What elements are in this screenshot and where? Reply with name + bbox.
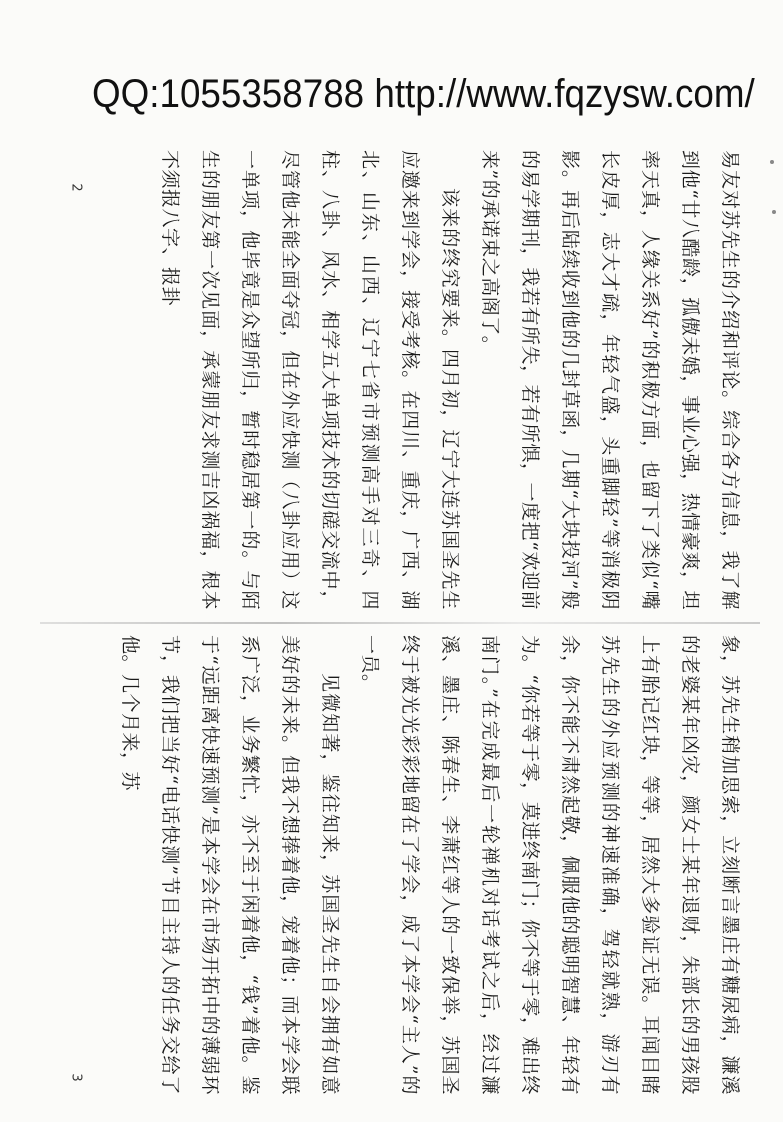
top-paragraph-1: 易友对苏先生的介绍和评论。综合各方信息，我了解到他“廿八酷龄，孤傲未婚，事业心强，热情豪爽，坦率天真，人缘关系好”的积极方面，也留下了类似“嘴长皮厚，志大才疏，年轻气盛，头重脚轻”等消极阴影。再后陆续收到他的几封草函，几期“大块投河”般的易学期刊，我若有所失，若有所惧，一度把“欢迎前来”的承诺束之高阁了。 xyxy=(479,150,741,610)
bottom-page xyxy=(60,635,750,1095)
watermark-header: QQ:1055358788 http://www.fqzysw.com/ xyxy=(92,72,755,116)
bottom-paragraph-1: 象，苏先生稍加思索，立刻断言墨庄有糖尿病，濂溪的老婆某年凶灾，颜女士某年退财，朱部长的男孩股上有胎记红块，等等，居然大多验证无误。耳闻目睹苏先生的外应预测的神速准确，驾轻就熟，游刃有余，你不能不肃然起敬，佩服他的聪明智慧、年轻有为。“你若等于零，莫进终南门；你不等于零，难出终南门。”在完成最后一轮禅机对话考试之后，经过濂溪、墨庄、陈春生、李萧红等人的一致保举，苏国圣终于被光光彩彩地留在了学会，成了本学会“主人”的一员。 xyxy=(359,635,741,1095)
top-page xyxy=(60,150,750,610)
top-page-text xyxy=(60,150,750,610)
top-paragraph-2: 该来的终究要来。四月初，辽宁大连苏国圣先生应邀来到学会，接受考核。在四川、重庆，广西、湖北、山东、山西、辽宁七省市预测高手对三奇、四柱、八卦、风水、相学五大单项技术的切磋交流中，尽管他未能全面夺冠，但在外应快测（八卦应用）这一单项，他毕竟是众望所归，暂时稳居第一的。与陌生的朋友第一次见面，承蒙朋友求测吉凶祸福，根本不须报八字、报卦 xyxy=(159,150,461,610)
page-number-top: 2 xyxy=(68,183,84,192)
page-divider xyxy=(40,622,760,624)
scan-speck xyxy=(772,210,776,214)
page-number-bottom: 3 xyxy=(68,1073,84,1082)
bottom-paragraph-2: 见微知著，鉴往知来，苏国圣先生自会拥有如意美好的未来。但我不想捧着他，宠着他；而本学会联系广泛，业务繁忙，亦不至于闲着他，“钱”着他。鉴于“远距离快速预测”是本学会在市场开拓中的薄弱环节，我们把当好“电话快测”节目主持人的任务交给了他。几个月来，苏 xyxy=(119,635,341,1095)
scan-speck xyxy=(770,160,774,164)
bottom-page-text xyxy=(60,635,750,1095)
